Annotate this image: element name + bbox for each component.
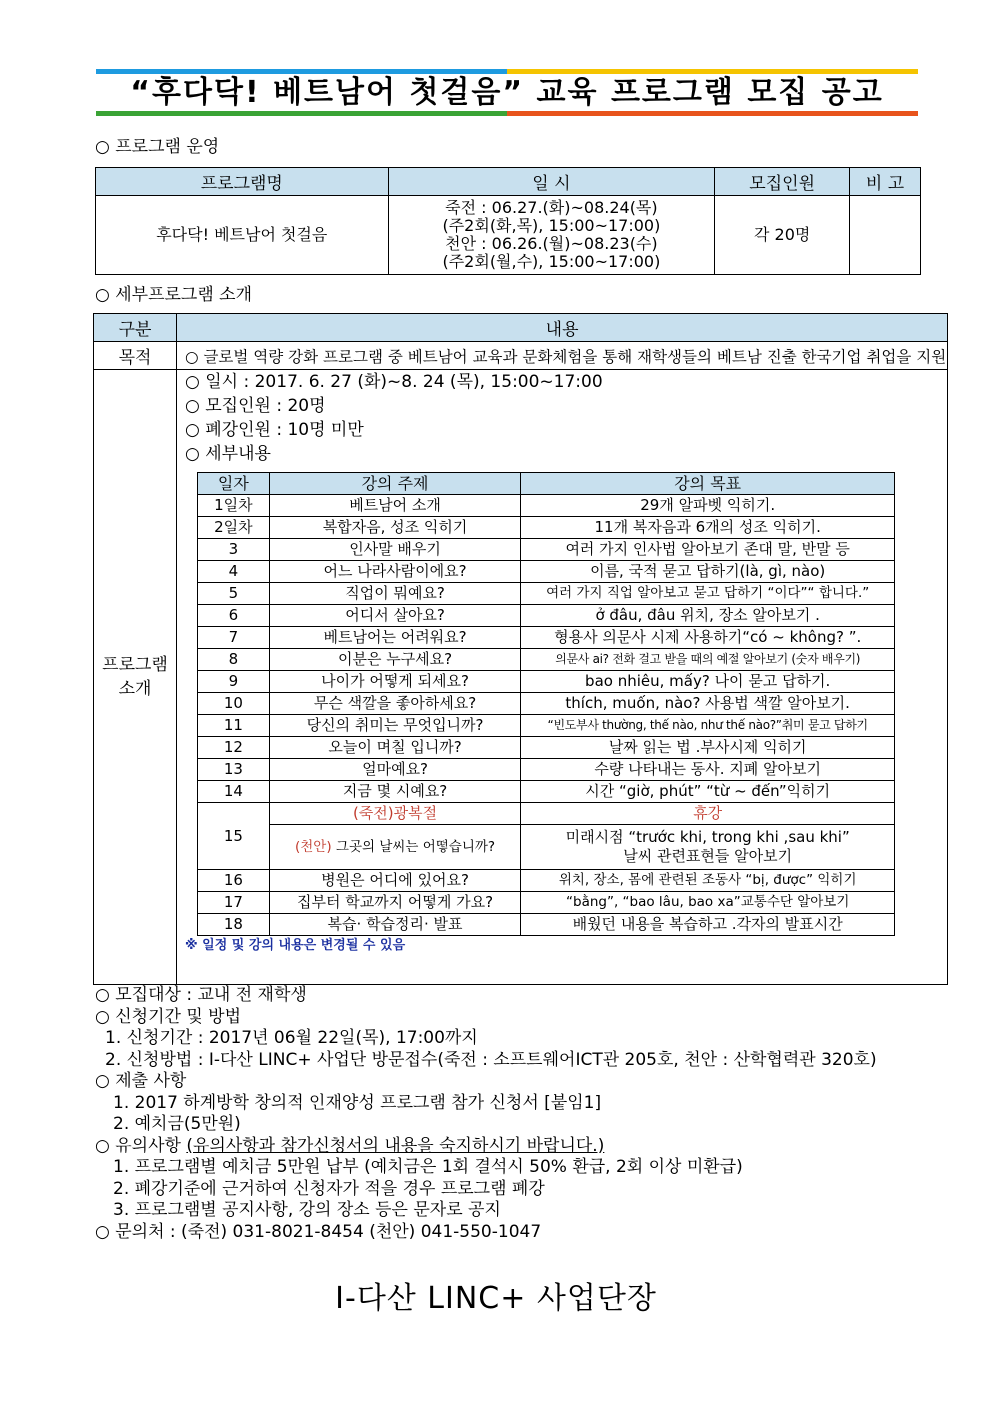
header-day: 일자 [198,473,270,495]
header-topic: 강의 주제 [269,473,521,495]
purpose-text: ○ 글로벌 역량 강화 프로그램 중 베트남어 교육과 문화체험을 통해 재학생들의 베트남 진출 한국기업 취업을 지원 [177,342,948,370]
program-name: 후다닥! 베트남어 첫걸음 [96,196,389,275]
lecture-table [197,472,895,936]
intro-line: ○ 일시 : 2017. 6. 27 (화)~8. 24 (목), 15:00~17:00 [185,372,603,392]
table-row: 9 나이가 어떻게 되세요? bao nhiêu, mấy? 나이 묻고 답하기. [198,671,895,693]
caution-title: ○ 유의사항 (유의사항과 참가신청서의 내용을 숙지하시기 바랍니다.) [95,1135,605,1156]
caution-item: 3. 프로그램별 공지사항, 강의 장소 등은 문자로 공지 [113,1200,501,1220]
signature: I-다산 LINC+ 사업단장 [335,1281,657,1316]
table-row: 4 어느 나라사람이에요? 이름, 국적 묻고 답하기(là, gì, nào) [198,561,895,583]
table-row: 16 병원은 어디에 있어요? 위치, 장소, 몸에 관련된 조동사 “bị, được” 익히기 [198,870,895,892]
recruit-target: ○ 모집대상 : 교내 전 재학생 [95,985,307,1005]
caution-item: 1. 프로그램별 예치금 5만원 납부 (예치금은 1회 결석시 50% 환급, 2회 이상 미환급) [113,1157,743,1177]
period-item: 1. 신청기간 : 2017년 06월 22일(목), 17:00까지 [105,1028,478,1048]
table-row: 18 복습· 학습정리· 발표 배웠던 내용을 복습하고 .각자의 발표시간 [198,914,895,936]
info-block [95,985,935,1243]
header-goal: 강의 목표 [521,473,895,495]
purpose-label: 목적 [94,342,177,370]
period-item: 2. 신청방법 : I-다산 LINC+ 사업단 방문접수(죽전 : 소프트웨어ICT관 205호, 천안 : 산학협력관 320호) [105,1049,877,1070]
program-table [95,167,921,275]
program-capacity: 각 20명 [715,196,850,275]
header-capacity: 모집인원 [715,168,850,196]
table-row: 6 어디서 살아요? ở đâu, đâu 위치, 장소 알아보기 . [198,605,895,627]
section-detail: ○ 세부프로그램 소개 [95,285,253,305]
header-schedule: 일 시 [388,168,715,196]
table-row: 2일차 복합자음, 성조 익히기 11개 복자음과 6개의 성조 익히기. [198,517,895,539]
header-note: 비 고 [850,168,921,196]
header-category: 구분 [94,314,177,342]
page-title: “후다닥! 베트남어 첫걸음” 교육 프로그램 모집 공고 [130,75,884,110]
table-row: 7 베트남어는 어려워요? 형용사 의문사 시제 사용하기“có ~ không? ”. [198,627,895,649]
intro-content [177,370,948,985]
table-row: 12 오늘이 며칠 입니까? 날짜 읽는 법 .부사시제 익히기 [198,737,895,759]
table-row: 10 무슨 색깔을 좋아하세요? thích, muốn, nào? 사용법 색깔 알아보기. [198,693,895,715]
period-title: ○ 신청기간 및 방법 [95,1006,241,1027]
section-operation: ○ 프로그램 운영 [95,137,220,157]
submit-item: 1. 2017 하계방학 창의적 인재양성 프로그램 참가 신청서 [붙임1] [113,1092,602,1113]
table-row: 17 집부터 학교까지 어떻게 가요? “bằng”, “bao lâu, bao xa”교통수단 알아보기 [198,892,895,914]
intro-line: ○ 모집인원 : 20명 [185,396,326,416]
caution-item: 2. 폐강기준에 근거하여 신청자가 적을 경우 프로그램 폐강 [113,1178,545,1199]
contact: ○ 문의처 : (죽전) 031-8021-8454 (천안) 041-550-1047 [95,1221,542,1242]
table-row: 5 직업이 뭐예요? 여러 가지 직업 알아보고 묻고 답하기 “이다”“ 합니다.” [198,583,895,605]
submit-title: ○ 제출 사항 [95,1071,187,1091]
title-bar-green [96,111,507,116]
title-bar-orange [507,111,918,116]
header-program-name: 프로그램명 [96,168,389,196]
table-row: 11 당신의 취미는 무엇입니까? “빈도부사 thường, thế nào, như thế nào?”취미 묻고 답하기 [198,715,895,737]
intro-line: ○ 세부내용 [185,444,271,464]
intro-line: ○ 폐강인원 : 10명 미만 [185,420,364,440]
table-row: 13 얼마예요? 수량 나타내는 동사. 지폐 알아보기 [198,759,895,781]
header-content: 내용 [177,314,948,342]
table-row: 8 이분은 누구세요? 의문사 ai? 전화 걸고 받을 때의 예절 알아보기 (숫자 배우기) [198,649,895,671]
submit-item: 2. 예치금(5만원) [113,1114,241,1134]
table-row: 15 (죽전)광복절 휴강 [198,803,895,825]
detail-table [93,313,948,985]
schedule-change-notice: ※ 일정 및 강의 내용은 변경될 수 있음 [185,938,406,953]
table-row: (천안) 그곳의 날씨는 어떻습니까? 미래시점 “trước khi, trong khi ,sau khi” 날씨 관련표현들 알아보기 [198,825,895,870]
intro-label: 프로그램 소개 [94,370,177,985]
table-row: 1일차 베트남어 소개 29개 알파벳 익히기. [198,495,895,517]
table-row: 3 인사말 배우기 여러 가지 인사법 알아보기 존대 말, 반말 등 [198,539,895,561]
program-schedule: 죽전 : 06.27.(화)~08.24(목) (주2회(화,목), 15:00~17:00) 천안 : 06.26.(월)~08.23(수) (주2회(월,수), 15:00~17:00) [388,196,715,275]
program-note [850,196,921,275]
table-row: 14 지금 몇 시예요? 시간 “giờ, phút” “từ ~ đến”익히기 [198,781,895,803]
